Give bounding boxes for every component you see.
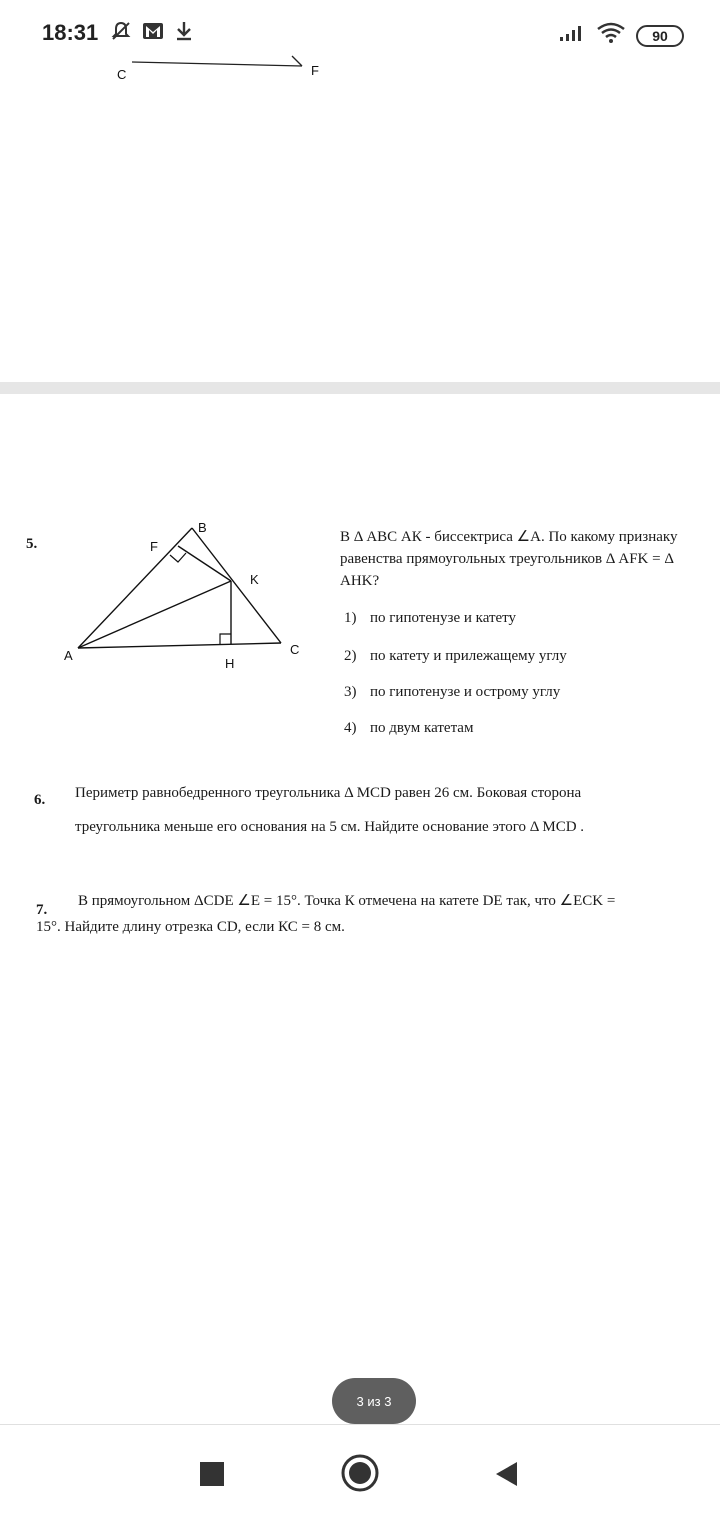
battery-icon: 90 [636, 25, 684, 47]
previous-page [0, 0, 720, 382]
option-text: по гипотенузе и острому углу [370, 684, 561, 700]
page-indicator: 3 из 3 [332, 1378, 416, 1424]
task5-number: 5. [26, 536, 38, 552]
back-triangle-icon [492, 1459, 522, 1489]
label-c-top: C [117, 67, 127, 82]
label-a: A [64, 648, 73, 663]
task7-number: 7. [36, 902, 48, 918]
task7-line2: 15°. Найдите длину отрезка CD, если КС = 8 см. [36, 919, 345, 935]
task5-option-3 [344, 684, 560, 701]
task5-question: В Δ ABC АК - биссектриса ∠А. По какому признаку равенства прямоугольных треугольников Δ AFK = Δ AHK? [340, 529, 678, 589]
task5-option-4 [344, 720, 473, 737]
back-button[interactable] [492, 1459, 522, 1489]
option-number: 3) [344, 684, 357, 700]
task6-number: 6. [34, 792, 46, 808]
task5-option-2 [344, 648, 567, 665]
recents-square-icon [197, 1459, 227, 1489]
label-k: K [250, 572, 259, 587]
label-b: B [198, 520, 207, 535]
page-divider [0, 382, 720, 394]
option-text: по гипотенузе и катету [370, 610, 517, 626]
task6-line2: треугольника меньше его основания на 5 см. Найдите основание этого Δ MCD . [75, 819, 585, 835]
home-circle-icon [340, 1453, 380, 1493]
status-time: 18:31 [42, 20, 99, 45]
option-text: по двум катетам [370, 720, 474, 736]
label-c: C [290, 642, 300, 657]
task6-line1: Периметр равнобедренного треугольника Δ MCD равен 26 см. Боковая сторона [75, 785, 582, 801]
label-f: F [150, 539, 158, 554]
home-button[interactable] [340, 1453, 380, 1493]
navigation-bar [0, 1424, 720, 1521]
option-number: 2) [344, 648, 357, 664]
current-page [0, 394, 720, 1424]
option-text: по катету и прилежащему углу [370, 648, 567, 664]
task5-option-1 [344, 610, 516, 627]
recents-button[interactable] [197, 1459, 227, 1489]
task7-line1: В прямоугольном ΔCDE ∠E = 15°. Точка К отмечена на катете DE так, что ∠ECK = [78, 893, 616, 909]
task5-triangle-figure [50, 518, 350, 698]
option-number: 4) [344, 720, 357, 736]
previous-figure-fragment [0, 0, 720, 382]
option-number: 1) [344, 610, 357, 626]
label-h: H [225, 656, 235, 671]
label-f-top: F [311, 63, 319, 78]
